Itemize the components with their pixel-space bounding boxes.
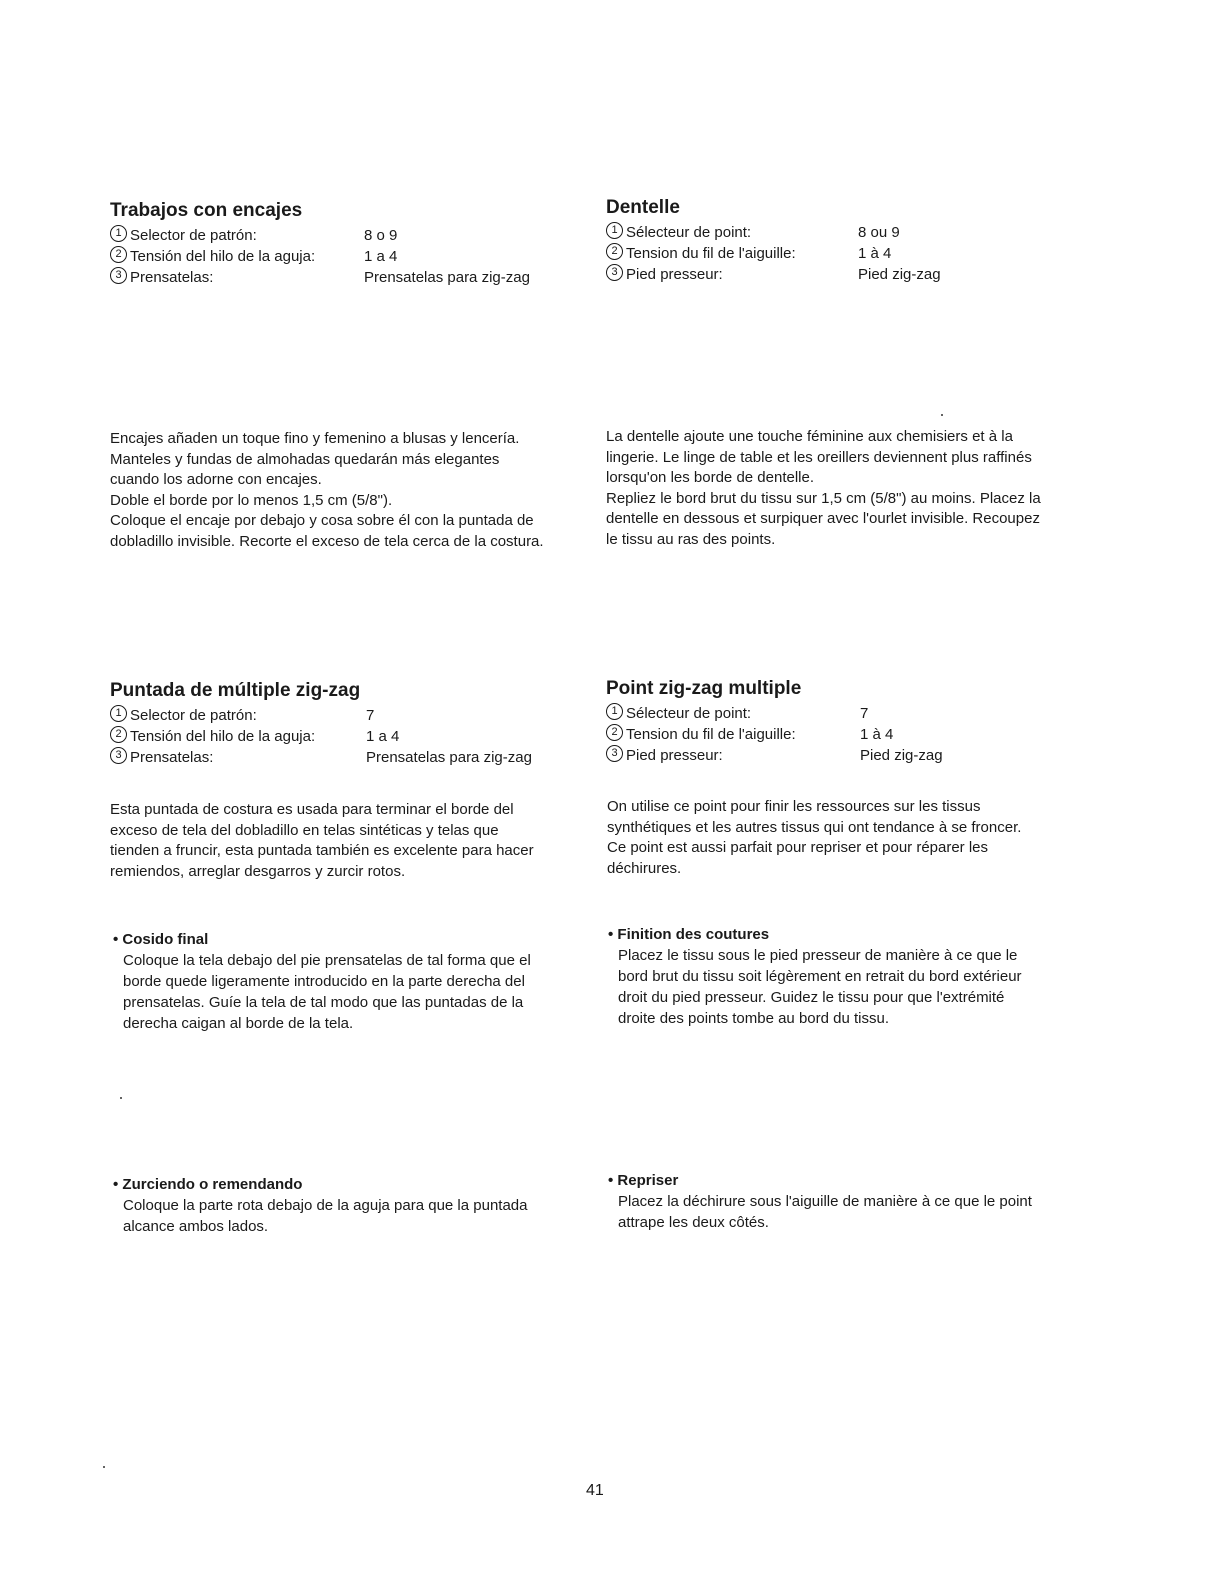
paragraph-line: La dentelle ajoute une touche féminine aux chemisiers et à la — [606, 428, 1013, 445]
paragraph-point-multiple — [607, 797, 1087, 879]
page-number: 41 — [586, 1482, 604, 1499]
setting-value: 1 a 4 — [364, 248, 398, 265]
setting-label: Prensatelas: — [130, 269, 214, 286]
paragraph-line: dobladillo invisible. Recorte el exceso de tela cerca de la costura. — [110, 532, 544, 550]
circled-number-1: 1 — [110, 225, 127, 242]
paragraph-line: lingerie. Le linge de table et les oreillers deviennent plus raffinés — [606, 448, 1032, 466]
setting-row — [110, 225, 580, 246]
setting-label: Tension du fil de l'aiguille: — [626, 245, 796, 262]
setting-label: Selector de patrón: — [130, 707, 257, 724]
scan-speck — [103, 1466, 105, 1468]
circled-number-1: 1 — [606, 222, 623, 239]
setting-value: 8 o 9 — [364, 227, 398, 244]
setting-value: 7 — [860, 705, 869, 722]
bullet-line: droit du pied presseur. Guidez le tissu pour que l'extrémité — [618, 989, 1005, 1006]
paragraph-line: On utilise ce point pour finir les ressources sur les tissus — [607, 798, 981, 815]
paragraph-line: lorsqu'on les borde de dentelle. — [606, 469, 815, 486]
circled-number-2: 2 — [110, 726, 127, 743]
setting-label: Prensatelas: — [130, 749, 214, 766]
bullet-line: borde quede ligeramente introducido en la parte derecha del — [123, 973, 525, 990]
setting-row — [606, 264, 1076, 285]
bullet-line: Placez le tissu sous le pied presseur de manière à ce que le — [618, 947, 1018, 964]
section-puntada-multiple-zigzag — [110, 680, 580, 768]
bullet-line: Placez la déchirure sous l'aiguille de manière à ce que le point — [618, 1193, 1032, 1210]
bullet-title: • Repriser — [608, 1172, 679, 1189]
setting-row — [606, 724, 1076, 745]
setting-value: 1 à 4 — [860, 726, 894, 743]
bullet-title: • Zurciendo o remendando — [113, 1176, 303, 1193]
bullet-line: alcance ambos lados. — [123, 1218, 269, 1235]
section-point-zigzag-multiple — [606, 678, 1076, 766]
bullet-body — [608, 945, 1088, 1029]
circled-number-3: 3 — [110, 747, 127, 764]
setting-row — [606, 222, 1076, 243]
bullet-title: • Cosido final — [113, 931, 209, 948]
bullet-body — [113, 950, 593, 1034]
paragraph-line: synthétiques et les autres tissus qui ont tendance à se froncer. — [607, 818, 1022, 836]
paragraph-line: Encajes añaden un toque fino y femenino a blusas y lencería. — [110, 430, 520, 447]
circled-number-2: 2 — [110, 246, 127, 263]
setting-row — [606, 703, 1076, 724]
section-title: Point zig-zag multiple — [606, 678, 802, 699]
bullet-finition-coutures — [608, 925, 1088, 1029]
settings-list — [110, 225, 580, 288]
bullet-line: bord brut du tissu soit légèrement en retrait du bord extérieur — [618, 968, 1022, 985]
setting-row — [606, 243, 1076, 264]
setting-value: 7 — [366, 707, 375, 724]
circled-number-3: 3 — [110, 267, 127, 284]
settings-list — [606, 703, 1076, 766]
setting-row — [110, 747, 580, 768]
paragraph-line: Doble el borde por lo menos 1,5 cm (5/8"). — [110, 491, 393, 509]
section-title: Dentelle — [606, 197, 680, 218]
paragraph-dentelle — [606, 427, 1076, 550]
setting-label: Tensión del hilo de la aguja: — [130, 728, 316, 745]
settings-list — [606, 222, 1076, 285]
setting-label: Tensión del hilo de la aguja: — [130, 248, 316, 265]
section-title: Puntada de múltiple zig-zag — [110, 680, 361, 701]
paragraph-line: déchirures. — [607, 859, 682, 877]
circled-number-3: 3 — [606, 745, 623, 762]
scan-speck — [941, 414, 943, 416]
paragraph-puntada-multiple — [110, 800, 590, 882]
setting-row — [110, 246, 580, 267]
bullet-line: attrape les deux côtés. — [618, 1214, 769, 1231]
settings-list — [110, 705, 580, 768]
setting-row — [110, 267, 580, 288]
bullet-line: derecha caigan al borde de la tela. — [123, 1015, 354, 1032]
paragraph-line: Manteles y fundas de almohadas quedarán más elegantes — [110, 450, 500, 468]
paragraph-line: Repliez le bord brut du tissu sur 1,5 cm (5/8") au moins. Placez la — [606, 489, 1041, 507]
setting-label: Tension du fil de l'aiguille: — [626, 726, 796, 743]
setting-row — [110, 726, 580, 747]
setting-value: 1 a 4 — [366, 728, 400, 745]
bullet-line: Coloque la tela debajo del pie prensatelas de tal forma que el — [123, 952, 531, 969]
bullet-cosido-final — [113, 930, 593, 1034]
circled-number-2: 2 — [606, 243, 623, 260]
paragraph-line: remiendos, arreglar desgarros y zurcir rotos. — [110, 862, 406, 880]
section-trabajos-con-encajes — [110, 200, 580, 288]
paragraph-line: le tissu au ras des points. — [606, 530, 776, 548]
paragraph-encajes — [110, 429, 590, 552]
paragraph-line: Ce point est aussi parfait pour repriser et pour réparer les — [607, 839, 989, 856]
bullet-line: Coloque la parte rota debajo de la aguja para que la puntada — [123, 1197, 528, 1214]
paragraph-line: Coloque el encaje por debajo y cosa sobre él con la puntada de — [110, 512, 534, 529]
bullet-line: droite des points tombe au bord du tissu. — [618, 1010, 889, 1027]
circled-number-1: 1 — [110, 705, 127, 722]
paragraph-line: tienden a fruncir, esta puntada también es excelente para hacer — [110, 842, 534, 859]
setting-value: Prensatelas para zig-zag — [364, 269, 530, 286]
setting-label: Pied presseur: — [626, 747, 723, 764]
bullet-body — [608, 1191, 1088, 1233]
paragraph-line: exceso de tela del dobladillo en telas sintéticas y telas que — [110, 821, 499, 839]
paragraph-line: Esta puntada de costura es usada para terminar el borde del — [110, 801, 514, 818]
scan-speck — [120, 1097, 122, 1099]
circled-number-3: 3 — [606, 264, 623, 281]
bullet-title: • Finition des coutures — [608, 926, 770, 943]
setting-value: Prensatelas para zig-zag — [366, 749, 532, 766]
setting-value: Pied zig-zag — [858, 266, 941, 283]
setting-label: Selector de patrón: — [130, 227, 257, 244]
setting-label: Sélecteur de point: — [626, 224, 752, 241]
circled-number-1: 1 — [606, 703, 623, 720]
circled-number-2: 2 — [606, 724, 623, 741]
setting-label: Pied presseur: — [626, 266, 723, 283]
bullet-line: prensatelas. Guíe la tela de tal modo que las puntadas de la — [123, 994, 524, 1011]
bullet-zurciendo — [113, 1175, 593, 1237]
setting-row — [110, 705, 580, 726]
section-title: Trabajos con encajes — [110, 200, 303, 221]
section-dentelle — [606, 197, 1076, 285]
bullet-repriser — [608, 1171, 1088, 1233]
setting-value: Pied zig-zag — [860, 747, 943, 764]
setting-value: 8 ou 9 — [858, 224, 900, 241]
bullet-body — [113, 1195, 593, 1237]
paragraph-line: cuando los adorne con encajes. — [110, 471, 322, 488]
setting-row — [606, 745, 1076, 766]
setting-label: Sélecteur de point: — [626, 705, 752, 722]
paragraph-line: dentelle en dessous et surpiquer avec l'ourlet invisible. Recoupez — [606, 510, 1040, 527]
setting-value: 1 à 4 — [858, 245, 892, 262]
